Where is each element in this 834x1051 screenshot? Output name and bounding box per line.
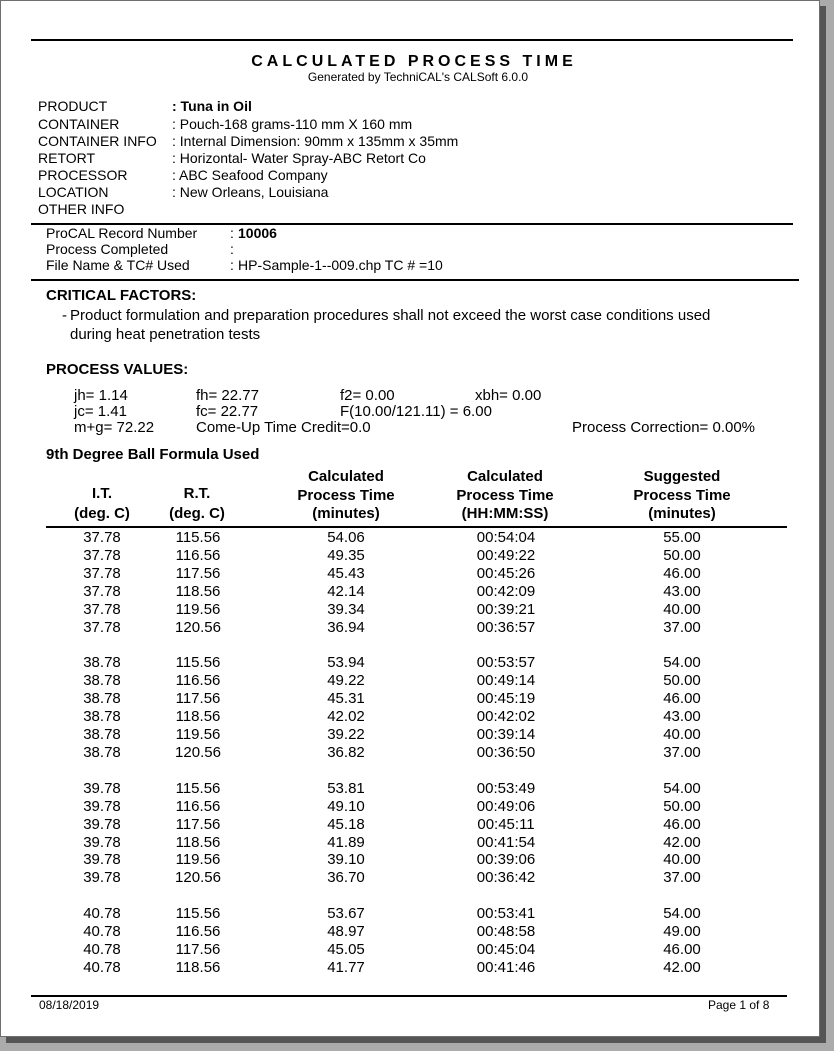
header-line: Suggested bbox=[643, 468, 721, 485]
row-calc-minutes: 54.06 bbox=[327, 529, 365, 546]
row-calc-hhmmss: 00:49:22 bbox=[476, 546, 536, 564]
header-line: (minutes) bbox=[648, 505, 716, 522]
header-rt bbox=[147, 485, 247, 522]
row-calc-minutes: 42.14 bbox=[327, 582, 365, 600]
info-label: CONTAINER bbox=[38, 116, 120, 132]
row-calc-minutes: 41.89 bbox=[327, 833, 365, 851]
header-suggested bbox=[607, 468, 757, 524]
row-it: 38.78 bbox=[83, 654, 121, 672]
header-line: Calculated bbox=[308, 468, 384, 485]
row-calc-hhmmss: 00:36:50 bbox=[476, 743, 536, 761]
row-it: 37.78 bbox=[83, 618, 121, 636]
row-calc-hhmmss: 00:45:04 bbox=[476, 941, 536, 958]
row-suggested: 46.00 bbox=[663, 564, 701, 582]
row-it: 37.78 bbox=[83, 600, 121, 618]
critical-text-line2: during heat penetration tests bbox=[70, 326, 261, 343]
pv-come-up-credit: Come-Up Time Credit=0.0 bbox=[196, 419, 371, 436]
row-calc-minutes: 49.22 bbox=[327, 672, 365, 690]
pv-jc: jc= 1.41 bbox=[74, 403, 127, 420]
row-it: 37.78 bbox=[83, 564, 121, 582]
row-suggested: 49.00 bbox=[663, 923, 701, 941]
row-calc-minutes: 39.34 bbox=[327, 600, 365, 618]
row-calc-hhmmss: 00:42:02 bbox=[476, 708, 536, 726]
header-calc-minutes bbox=[271, 468, 421, 524]
info-value: : Internal Dimension: 90mm x 135mm x 35mm bbox=[172, 133, 459, 149]
row-it: 40.78 bbox=[83, 905, 121, 923]
info-value: : New Orleans, Louisiana bbox=[172, 184, 329, 200]
row-suggested: 42.00 bbox=[663, 833, 701, 851]
row-calc-hhmmss: 00:53:49 bbox=[476, 779, 536, 797]
row-it: 38.78 bbox=[83, 743, 121, 761]
row-it: 38.78 bbox=[83, 708, 121, 726]
row-it: 40.78 bbox=[83, 923, 121, 941]
row-it: 38.78 bbox=[83, 690, 121, 708]
row-suggested: 46.00 bbox=[663, 941, 701, 958]
footer-date: 08/18/2019 bbox=[39, 998, 100, 1012]
info-label: PRODUCT bbox=[38, 98, 108, 114]
table-header-rule bbox=[46, 526, 787, 528]
row-rt: 117.56 bbox=[175, 690, 221, 708]
row-calc-hhmmss: 00:36:42 bbox=[476, 869, 536, 887]
info-value: : Horizontal- Water Spray-ABC Retort Co bbox=[172, 150, 426, 166]
row-suggested: 37.00 bbox=[663, 618, 701, 636]
row-calc-minutes: 45.18 bbox=[327, 815, 365, 833]
row-calc-hhmmss: 00:39:14 bbox=[476, 726, 536, 743]
pv-fc: fc= 22.77 bbox=[196, 403, 259, 420]
row-it: 39.78 bbox=[83, 797, 121, 815]
info-value: : Pouch-168 grams-110 mm X 160 mm bbox=[172, 116, 413, 132]
header-it-unit: (deg. C) bbox=[74, 505, 130, 522]
row-suggested: 40.00 bbox=[663, 600, 701, 618]
row-it: 40.78 bbox=[83, 941, 121, 958]
record-colon: : bbox=[230, 257, 234, 273]
row-rt: 116.56 bbox=[175, 923, 221, 941]
row-it: 37.78 bbox=[83, 582, 121, 600]
row-it: 39.78 bbox=[83, 779, 121, 797]
row-rt: 116.56 bbox=[175, 797, 221, 815]
header-line: Process Time bbox=[297, 486, 395, 504]
info-value: : ABC Seafood Company bbox=[172, 167, 328, 183]
page-shadow-bottom bbox=[6, 1037, 826, 1043]
row-it: 39.78 bbox=[83, 851, 121, 869]
row-calc-minutes: 49.35 bbox=[327, 546, 365, 564]
row-calc-minutes: 36.70 bbox=[327, 869, 365, 887]
row-rt: 118.56 bbox=[175, 833, 221, 851]
row-rt: 116.56 bbox=[175, 672, 221, 690]
row-suggested: 37.00 bbox=[663, 743, 701, 761]
formula-heading: 9th Degree Ball Formula Used bbox=[46, 446, 260, 463]
row-suggested: 46.00 bbox=[663, 690, 701, 708]
row-it: 40.78 bbox=[83, 958, 121, 976]
top-rule bbox=[31, 39, 793, 41]
row-suggested: 40.00 bbox=[663, 851, 701, 869]
header-line: Process Time bbox=[633, 486, 731, 504]
row-calc-minutes: 53.67 bbox=[327, 905, 365, 923]
pv-f2: f2= 0.00 bbox=[340, 387, 395, 404]
row-rt: 119.56 bbox=[175, 851, 221, 869]
row-calc-hhmmss: 00:48:58 bbox=[476, 923, 536, 941]
row-suggested: 54.00 bbox=[663, 779, 701, 797]
footer-page-number: Page 1 of 8 bbox=[708, 998, 770, 1012]
row-calc-minutes: 45.43 bbox=[327, 564, 365, 582]
info-label: PROCESSOR bbox=[38, 167, 128, 183]
header-rt-line: R.T. bbox=[183, 485, 211, 502]
pv-jh: jh= 1.14 bbox=[74, 387, 128, 404]
row-calc-hhmmss: 00:45:19 bbox=[476, 690, 536, 708]
critical-dash: - bbox=[62, 307, 67, 324]
record-number: 10006 bbox=[238, 225, 277, 241]
row-suggested: 54.00 bbox=[663, 905, 701, 923]
row-calc-minutes: 49.10 bbox=[327, 797, 365, 815]
row-calc-hhmmss: 00:49:06 bbox=[476, 797, 536, 815]
row-calc-hhmmss: 00:45:11 bbox=[477, 815, 535, 833]
row-rt: 119.56 bbox=[175, 726, 221, 743]
row-calc-hhmmss: 00:42:09 bbox=[476, 582, 536, 600]
header-line: (HH:MM:SS) bbox=[461, 505, 549, 522]
row-rt: 120.56 bbox=[175, 743, 221, 761]
process-values-heading: PROCESS VALUES: bbox=[46, 361, 189, 378]
row-suggested: 50.00 bbox=[663, 546, 701, 564]
row-suggested: 43.00 bbox=[663, 708, 701, 726]
pv-f-value: F(10.00/121.11) = 6.00 bbox=[340, 403, 492, 420]
row-rt: 117.56 bbox=[175, 941, 221, 958]
row-suggested: 54.00 bbox=[663, 654, 701, 672]
row-it: 38.78 bbox=[83, 726, 121, 743]
row-rt: 115.56 bbox=[175, 654, 221, 672]
row-suggested: 55.00 bbox=[663, 529, 701, 546]
row-rt: 119.56 bbox=[175, 600, 221, 618]
header-it-line: I.T. bbox=[91, 485, 112, 502]
record-label: ProCAL Record Number bbox=[46, 225, 198, 241]
row-it: 38.78 bbox=[83, 672, 121, 690]
info-label: CONTAINER INFO bbox=[38, 133, 157, 149]
row-calc-minutes: 36.94 bbox=[327, 618, 365, 636]
header-calc-hhmmss bbox=[430, 468, 580, 524]
row-calc-minutes: 39.10 bbox=[327, 851, 365, 869]
header-it bbox=[52, 485, 152, 522]
row-rt: 115.56 bbox=[175, 779, 221, 797]
row-suggested: 50.00 bbox=[663, 797, 701, 815]
row-calc-hhmmss: 00:54:04 bbox=[476, 529, 536, 546]
critical-factors-heading: CRITICAL FACTORS: bbox=[46, 287, 197, 304]
record-value: HP-Sample-1--009.chp TC # =10 bbox=[238, 257, 443, 273]
row-calc-minutes: 45.31 bbox=[327, 690, 365, 708]
header-line: Process Time bbox=[456, 486, 554, 504]
row-calc-minutes: 45.05 bbox=[327, 941, 365, 958]
row-rt: 117.56 bbox=[175, 815, 221, 833]
row-it: 39.78 bbox=[83, 833, 121, 851]
report-title: CALCULATED PROCESS TIME bbox=[251, 53, 577, 70]
row-it: 39.78 bbox=[83, 815, 121, 833]
row-calc-minutes: 53.81 bbox=[327, 779, 365, 797]
report-subtitle: Generated by TechniCAL's CALSoft 6.0.0 bbox=[307, 70, 529, 84]
row-it: 39.78 bbox=[83, 869, 121, 887]
row-calc-hhmmss: 00:39:06 bbox=[476, 851, 536, 869]
row-calc-minutes: 39.22 bbox=[327, 726, 365, 743]
row-suggested: 37.00 bbox=[663, 869, 701, 887]
record-label: File Name & TC# Used bbox=[46, 257, 190, 273]
pv-xbh: xbh= 0.00 bbox=[475, 387, 542, 404]
row-it: 37.78 bbox=[83, 529, 121, 546]
row-rt: 118.56 bbox=[175, 582, 221, 600]
footer-rule bbox=[31, 995, 787, 997]
info-value: : Tuna in Oil bbox=[172, 98, 252, 114]
row-suggested: 42.00 bbox=[663, 958, 701, 976]
row-rt: 116.56 bbox=[175, 546, 221, 564]
row-suggested: 46.00 bbox=[663, 815, 701, 833]
row-calc-minutes: 48.97 bbox=[327, 923, 365, 941]
row-calc-hhmmss: 00:41:54 bbox=[476, 833, 536, 851]
record-colon: : bbox=[230, 225, 234, 241]
pv-process-correction: Process Correction= 0.00% bbox=[572, 419, 756, 436]
record-colon: : bbox=[230, 241, 234, 257]
row-calc-hhmmss: 00:36:57 bbox=[476, 618, 536, 636]
row-rt: 120.56 bbox=[175, 618, 221, 636]
row-suggested: 43.00 bbox=[663, 582, 701, 600]
row-rt: 118.56 bbox=[175, 958, 221, 976]
row-rt: 115.56 bbox=[175, 529, 221, 546]
row-calc-hhmmss: 00:53:57 bbox=[476, 654, 536, 672]
row-calc-hhmmss: 00:39:21 bbox=[476, 600, 536, 618]
row-calc-minutes: 36.82 bbox=[327, 743, 365, 761]
row-calc-hhmmss: 00:49:14 bbox=[476, 672, 536, 690]
info-label: LOCATION bbox=[38, 184, 109, 200]
page-shadow-right bbox=[820, 6, 826, 1043]
row-calc-hhmmss: 00:53:41 bbox=[476, 905, 536, 923]
info-label: OTHER INFO bbox=[38, 201, 125, 217]
row-suggested: 40.00 bbox=[663, 726, 701, 743]
row-rt: 118.56 bbox=[175, 708, 221, 726]
header-line: (minutes) bbox=[312, 505, 380, 522]
row-rt: 115.56 bbox=[175, 905, 221, 923]
header-line: Calculated bbox=[467, 468, 543, 485]
info-label: RETORT bbox=[38, 150, 96, 166]
row-calc-hhmmss: 00:41:46 bbox=[476, 958, 536, 976]
row-calc-minutes: 42.02 bbox=[327, 708, 365, 726]
row-it: 37.78 bbox=[83, 546, 121, 564]
row-calc-minutes: 41.77 bbox=[327, 958, 365, 976]
record-label: Process Completed bbox=[46, 241, 169, 257]
pv-mg: m+g= 72.22 bbox=[74, 419, 155, 436]
row-calc-hhmmss: 00:45:26 bbox=[476, 564, 536, 582]
critical-text-line1: Product formulation and preparation procedures shall not exceed the worst case conditions used bbox=[70, 307, 711, 324]
header-rt-unit: (deg. C) bbox=[169, 505, 225, 522]
record-rule bbox=[31, 279, 799, 281]
row-rt: 117.56 bbox=[175, 564, 221, 582]
row-rt: 120.56 bbox=[175, 869, 221, 887]
row-suggested: 50.00 bbox=[663, 672, 701, 690]
row-calc-minutes: 53.94 bbox=[327, 654, 365, 672]
pv-fh: fh= 22.77 bbox=[196, 387, 259, 404]
